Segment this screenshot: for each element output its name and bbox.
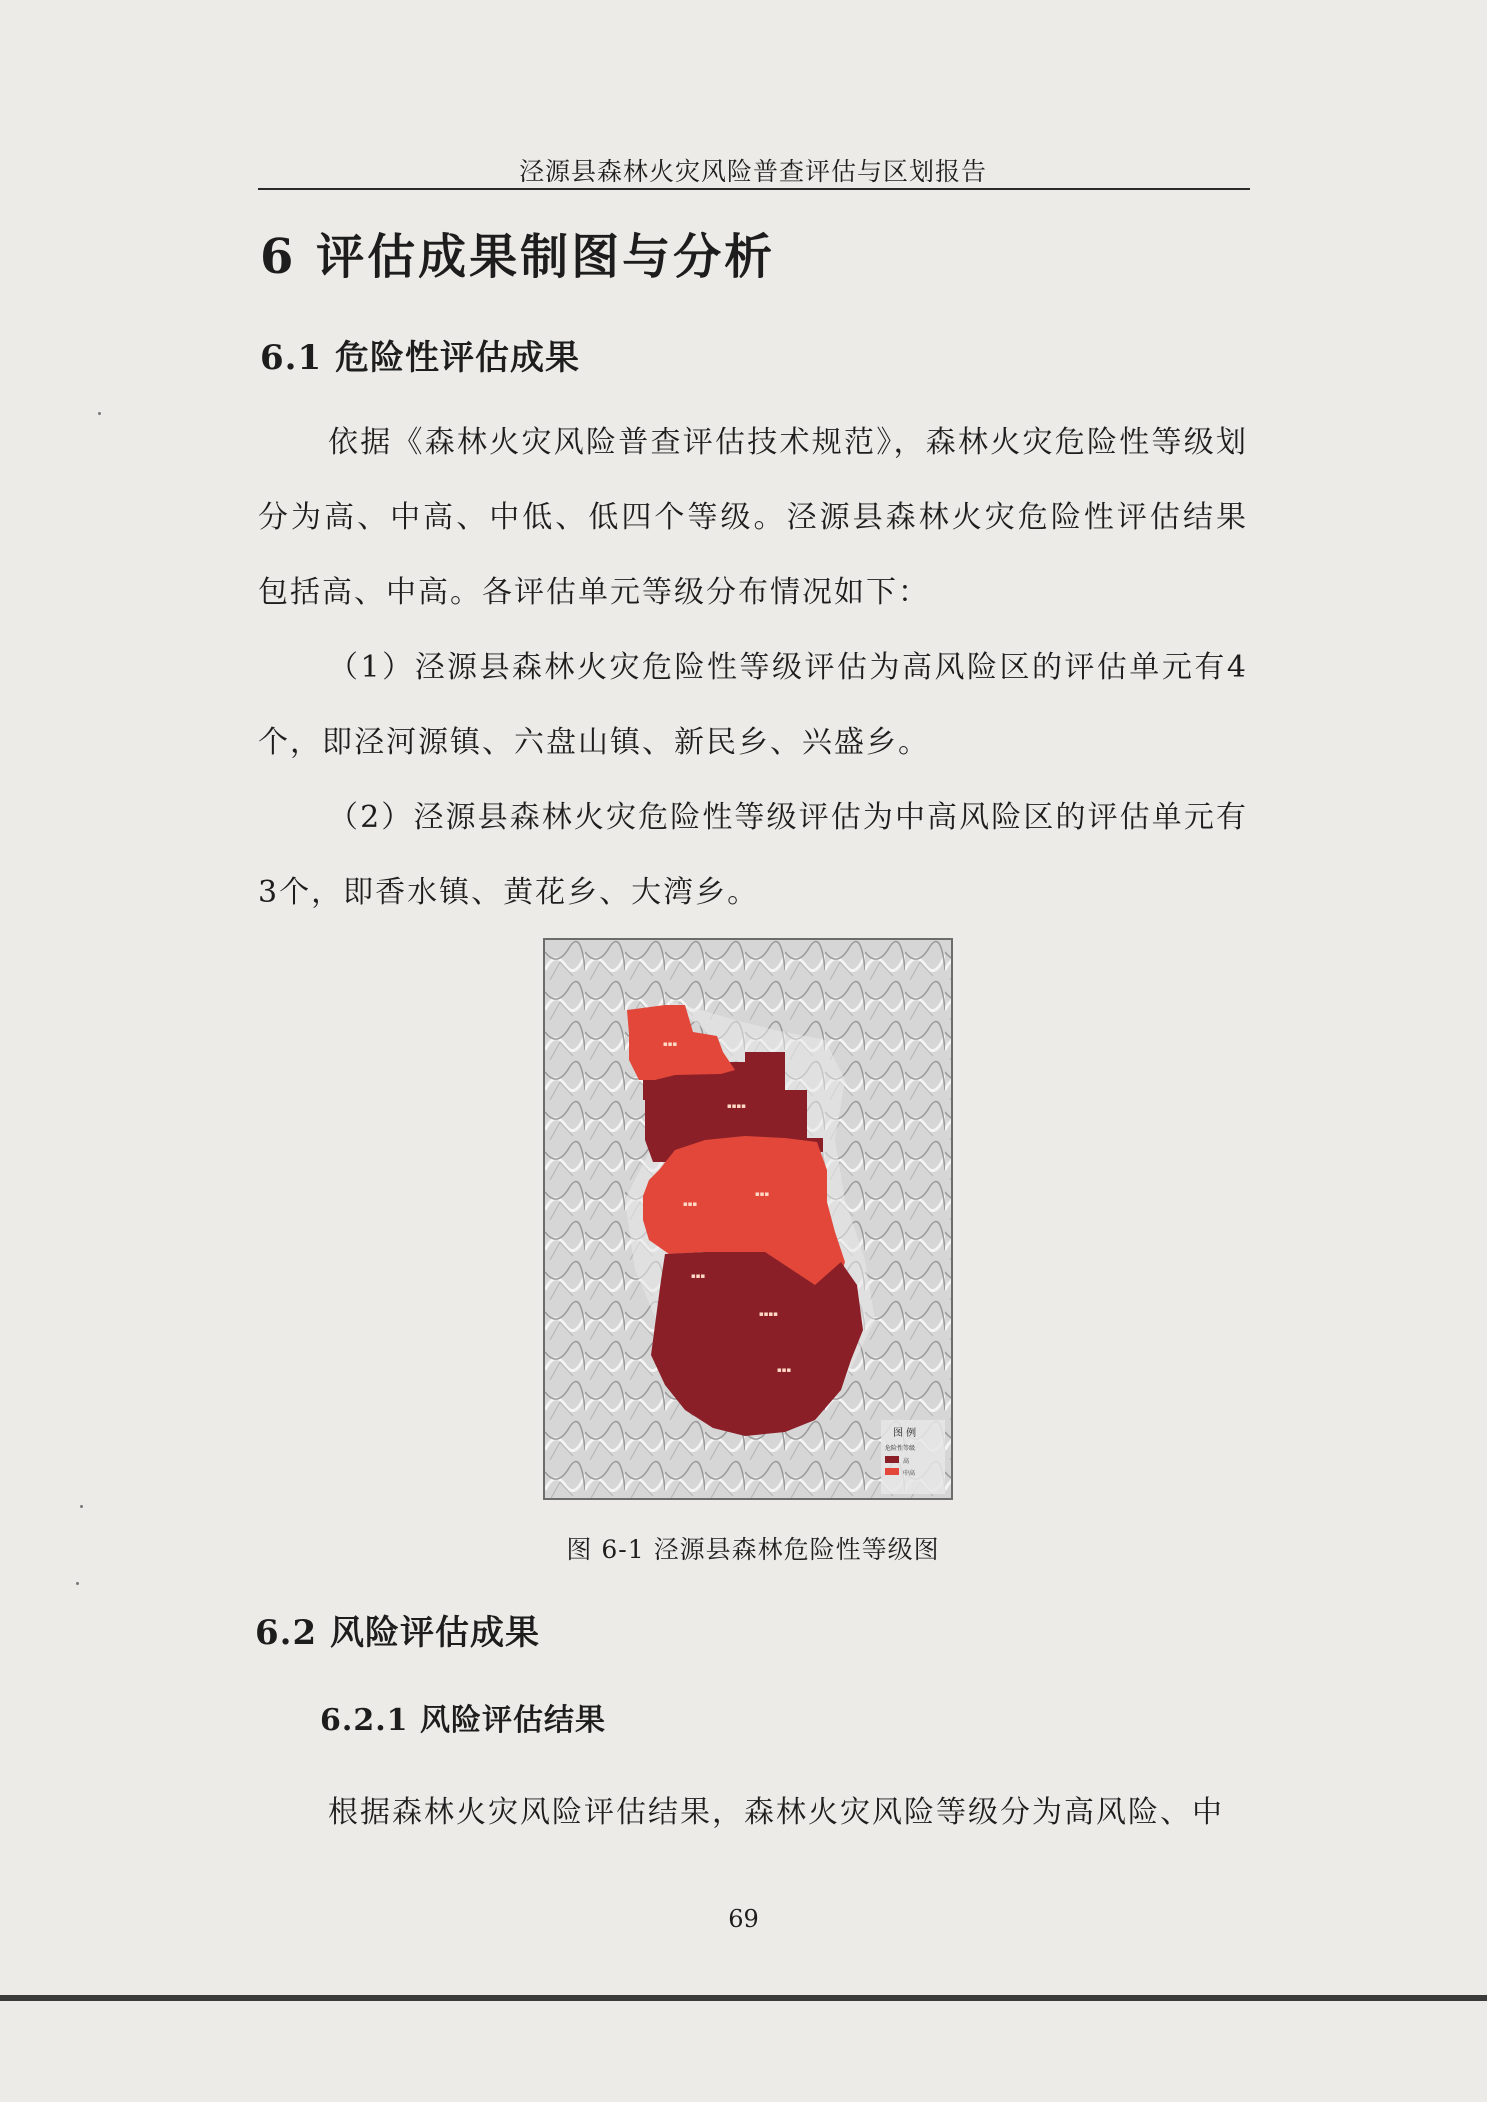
figure-caption: 图 6-1 泾源县森林危险性等级图 bbox=[566, 1535, 940, 1564]
map-label-3: ▪▪▪ bbox=[755, 1190, 770, 1198]
map-label-1: ▪▪▪ bbox=[663, 1040, 678, 1048]
scan-speck bbox=[98, 412, 101, 415]
legend-swatch-mid-high bbox=[885, 1468, 899, 1475]
header-rule bbox=[258, 188, 1250, 190]
paragraph-6-1-intro: 依据《森林火灾风险普查评估技术规范》，森林火灾危险性等级划分为高、中高、中低、低四个等级。泾源县森林火灾危险性评估结果包括高、中高。各评估单元等级分布情况如下： bbox=[258, 425, 1248, 610]
legend-title: 图 例 bbox=[893, 1428, 917, 1439]
legend-label-high: 高 bbox=[903, 1458, 910, 1465]
paragraph-mid-high-risk-units: （2）泾源县森林火灾危险性等级评估为中高风险区的评估单元有3个，即香水镇、黄花乡、大湾乡。 bbox=[258, 800, 1248, 910]
paragraph-6-2-1: 根据森林火灾风险评估结果，森林火灾风险等级分为高风险、中 bbox=[328, 1795, 1224, 1830]
map-label-7: ▪▪▪ bbox=[777, 1366, 792, 1374]
scan-speck bbox=[80, 1505, 83, 1508]
map-legend bbox=[881, 1420, 945, 1494]
hazard-map-svg bbox=[545, 940, 951, 1498]
page-number: 69 bbox=[728, 1905, 759, 1933]
scan-bottom-edge bbox=[0, 1995, 1487, 2001]
chapter-title: 6 评估成果制图与分析 bbox=[260, 229, 776, 285]
map-label-4: ▪▪▪ bbox=[683, 1200, 698, 1208]
map-label-5: ▪▪▪ bbox=[691, 1272, 706, 1280]
subsection-6-2-1-title: 6.2.1 风险评估结果 bbox=[320, 1703, 606, 1738]
scan-speck bbox=[76, 1582, 79, 1585]
section-6-1-title: 6.1 危险性评估成果 bbox=[260, 338, 580, 378]
paragraph-high-risk-units: （1）泾源县森林火灾危险性等级评估为高风险区的评估单元有4个，即泾河源镇、六盘山镇、新民乡、兴盛乡。 bbox=[258, 650, 1248, 760]
section-6-2-title: 6.2 风险评估成果 bbox=[255, 1613, 540, 1653]
map-label-2: ▪▪▪▪ bbox=[727, 1102, 746, 1110]
map-label-6: ▪▪▪▪ bbox=[759, 1310, 778, 1318]
legend-label-mid-high: 中高 bbox=[903, 1470, 916, 1477]
legend-subtitle: 危险性等级 bbox=[885, 1445, 916, 1452]
hazard-level-map bbox=[543, 938, 953, 1500]
legend-swatch-high bbox=[885, 1456, 899, 1463]
running-header: 泾源县森林火灾风险普查评估与区划报告 bbox=[518, 157, 987, 186]
